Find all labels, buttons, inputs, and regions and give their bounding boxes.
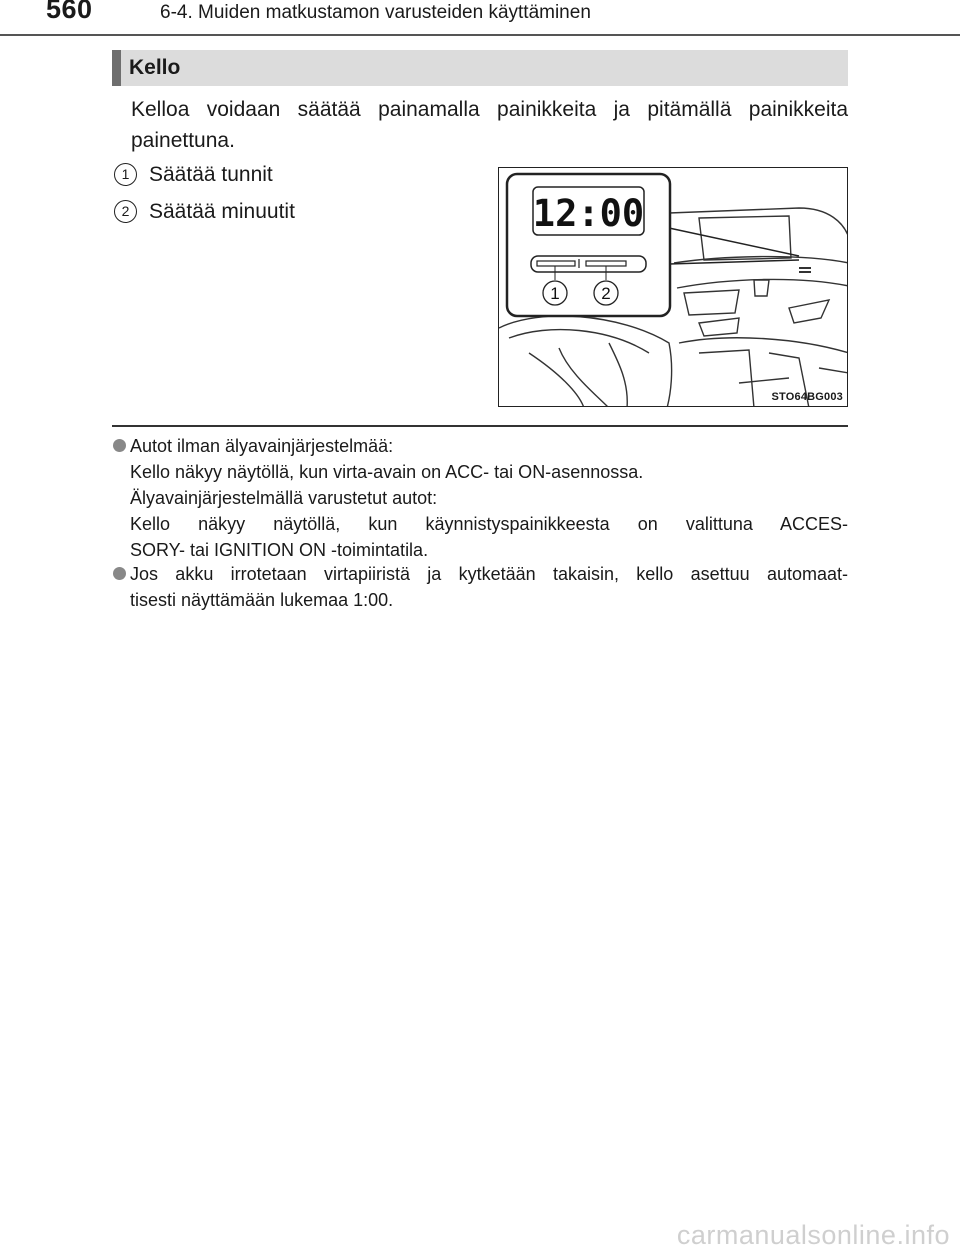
callout-text: Säätää minuutit — [149, 200, 295, 223]
callout-item-hours — [114, 163, 273, 187]
dashboard-illustration — [499, 168, 848, 407]
running-head: 6-4. Muiden matkustamon varusteiden käyttäminen — [160, 2, 591, 23]
section-title: Kello — [129, 56, 181, 79]
callout-number: 2 — [114, 200, 137, 223]
callout-text: Säätää tunnit — [149, 163, 273, 186]
section-separator — [112, 425, 848, 427]
figure-callout-1: 1 — [550, 284, 560, 303]
note-item-battery-reset — [130, 561, 848, 613]
note-line: Kello näkyy näytöllä, kun virta-avain on ACC- tai ON-asennossa. — [130, 462, 644, 482]
intro-paragraph: Kelloa voidaan säätää painamalla painikkeita ja pitämällä painikkeita painettuna. — [131, 98, 848, 152]
minute-button — [586, 261, 626, 266]
figure-code: STO64BG003 — [771, 391, 843, 403]
callout-item-minutes — [114, 200, 295, 224]
note-line: SORY- tai IGNITION ON -toimintatila. — [130, 540, 429, 560]
dashboard-clock-figure — [498, 167, 848, 407]
note-line: Autot ilman älyavainjärjestelmää: — [130, 436, 394, 456]
watermark: carmanualsonline.info — [676, 1220, 950, 1250]
note-line: Älyavainjärjestelmällä varustetut autot: — [130, 488, 438, 508]
bullet-icon — [113, 439, 126, 452]
header-rule — [0, 34, 960, 36]
note-line: tisesti näyttämään lukemaa 1:00. — [130, 590, 394, 610]
note-line: Kello näkyy näytöllä, kun käynnistyspainikkeesta on valittuna ACCES- — [130, 514, 848, 534]
hour-button — [537, 261, 575, 266]
callout-number: 1 — [114, 163, 137, 186]
clock-display-text: 12:00 — [532, 192, 645, 235]
note-line: Jos akku irrotetaan virtapiiristä ja kytketään takaisin, kello asettuu automaat- — [130, 564, 848, 584]
section-header-bar — [112, 50, 121, 86]
figure-callout-2: 2 — [601, 284, 611, 303]
note-item-clock-display — [130, 433, 848, 563]
bullet-icon — [113, 567, 126, 580]
page-number: 560 — [46, 0, 93, 24]
section-header — [112, 50, 848, 86]
